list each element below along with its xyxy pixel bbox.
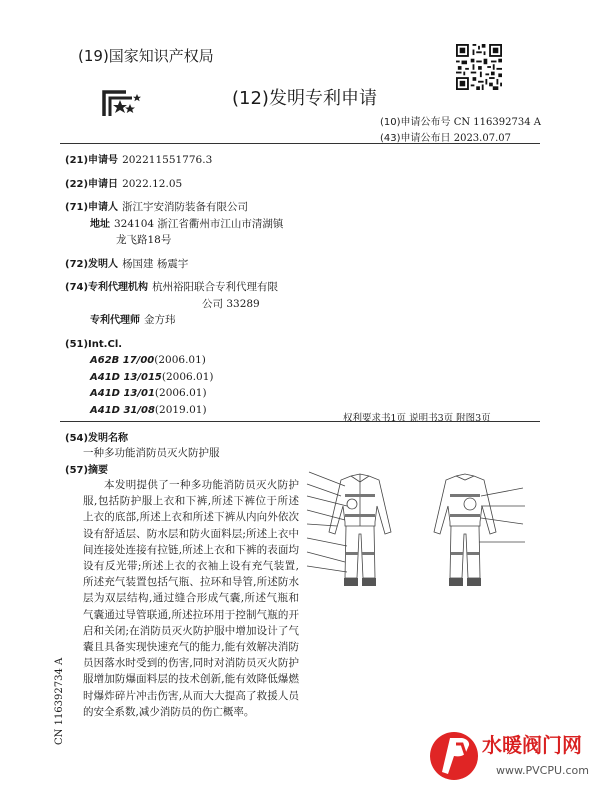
- site-watermark-logo-icon: [426, 722, 598, 788]
- ipc-row: A62B 17/00(2006.01): [90, 354, 206, 366]
- side-publication-number: CN 116392734 A: [54, 657, 65, 745]
- inventor-row: (72)发明人 杨国建 杨震宇: [65, 257, 189, 270]
- agency-row: (74)专利代理机构 杭州裕阳联合专利代理有限: [65, 281, 279, 293]
- application-number-row: (21)申请号 202211551776.3: [65, 154, 213, 166]
- ipc-label-row: (51)Int.Cl.: [65, 338, 123, 350]
- qr-code-icon: [456, 44, 502, 90]
- publication-number: (10)申请公布号 CN 116392734 A: [380, 117, 541, 128]
- office-name: (19)国家知识产权局: [78, 47, 214, 65]
- protective-suit-drawing: [305, 466, 530, 594]
- svg-text:水暖阀门网: 水暖阀门网: [482, 733, 582, 757]
- address-row-2: 龙飞路18号: [116, 234, 172, 246]
- application-date-row: (22)申请日 2022.12.05: [65, 177, 183, 190]
- bibliographic-data: [65, 152, 365, 418]
- publication-date: (43)申请公布日 2023.07.07: [380, 133, 511, 144]
- page-counts: 权利要求书1页 说明书3页 附图3页: [343, 413, 491, 424]
- cnipa-emblem-icon: [100, 86, 144, 120]
- applicant-row: (71)申请人 浙江宇安消防装备有限公司: [65, 201, 249, 213]
- section-divider: [60, 421, 540, 422]
- agency-row-2: 公司 33289: [202, 297, 260, 310]
- header-divider: [60, 143, 540, 144]
- ipc-row: A41D 31/08(2019.01): [90, 403, 207, 416]
- address-row: 地址 324104 浙江省衢州市江山市清湖镇: [90, 217, 284, 230]
- ipc-row: A41D 13/015(2006.01): [90, 370, 214, 383]
- svg-text:www.PVCPU.com: www.PVCPU.com: [496, 764, 589, 777]
- abstract-text: 本发明提供了一种多功能消防员灭火防护服,包括防护服上衣和下裤,所述下裤位于所述上衣的底部,所述上衣和所述下裤从内向外依次设有舒适层、防水层和防火面料层;所述上衣中间连接处连接有拉链,所述上衣和下裤的表面均设有反光带;所述上衣的衣袖上设有充气装置,所述充气装置包括气瓶、拉环和导管,所述防水层为双层结构,通过缝合形成气囊,所述气瓶和气囊通过导管联通,所述拉环用于控制气瓶的开启和关闭;在消防员灭火防护服中增加设计了气囊且具备实现快速充气的能力,能有效解决消防员因落水时受到的伤害,同时对消防员灭火防护服增加防爆面料层的技术创新,能有效降低爆燃时爆炸碎片冲击伤害,从而大大提高了救援人员的安全系数,减少消防员的伤亡概率。: [83, 479, 299, 718]
- abstract-label: (57)摘要: [65, 465, 109, 476]
- agent-row: 专利代理师 金方玮: [90, 314, 176, 326]
- ipc-row: A41D 13/01(2006.01): [90, 387, 207, 399]
- title-label: (54)发明名称: [65, 433, 129, 444]
- invention-title: 一种多功能消防员灭火防护服: [83, 447, 220, 459]
- document-type: (12)发明专利申请: [232, 88, 377, 109]
